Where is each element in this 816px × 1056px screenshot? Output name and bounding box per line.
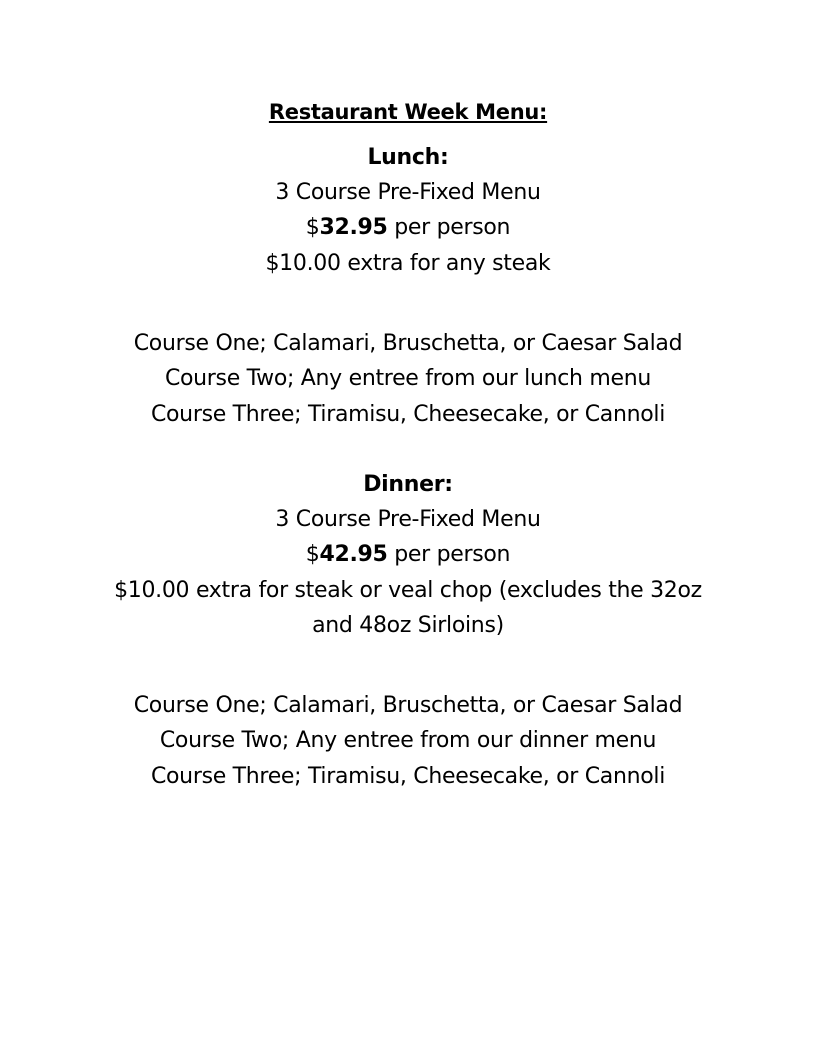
lunch-price-suffix: per person — [387, 215, 511, 240]
lunch-price-amount: 32.95 — [319, 215, 388, 240]
dinner-course-two: Course Two; Any entree from our dinner menu — [159, 728, 657, 753]
dinner-extra-line-1: $10.00 extra for steak or veal chop (excludes the 32oz — [114, 578, 702, 603]
lunch-course-one: Course One; Calamari, Bruschetta, or Caesar Salad — [133, 331, 683, 356]
dinner-heading: Dinner: — [363, 472, 453, 497]
dinner-price-suffix: per person — [387, 542, 511, 567]
menu-title: Restaurant Week Menu: — [268, 100, 548, 124]
dinner-price — [0, 540, 816, 570]
lunch-course-three: Course Three; Tiramisu, Cheesecake, or Cannoli — [150, 402, 666, 427]
lunch-price-symbol: $ — [305, 215, 320, 240]
dinner-course-one: Course One; Calamari, Bruschetta, or Caesar Salad — [133, 693, 683, 718]
lunch-price — [0, 213, 816, 243]
dinner-price-amount: 42.95 — [319, 542, 388, 567]
dinner-course-three: Course Three; Tiramisu, Cheesecake, or Cannoli — [150, 764, 666, 789]
dinner-extra-line-2: and 48oz Sirloins) — [312, 613, 504, 638]
dinner-subtitle: 3 Course Pre-Fixed Menu — [275, 507, 541, 532]
lunch-extra: $10.00 extra for any steak — [265, 251, 551, 276]
lunch-course-two: Course Two; Any entree from our lunch menu — [164, 366, 652, 391]
lunch-heading: Lunch: — [367, 145, 449, 170]
dinner-price-symbol: $ — [305, 542, 320, 567]
lunch-subtitle: 3 Course Pre-Fixed Menu — [275, 180, 541, 205]
